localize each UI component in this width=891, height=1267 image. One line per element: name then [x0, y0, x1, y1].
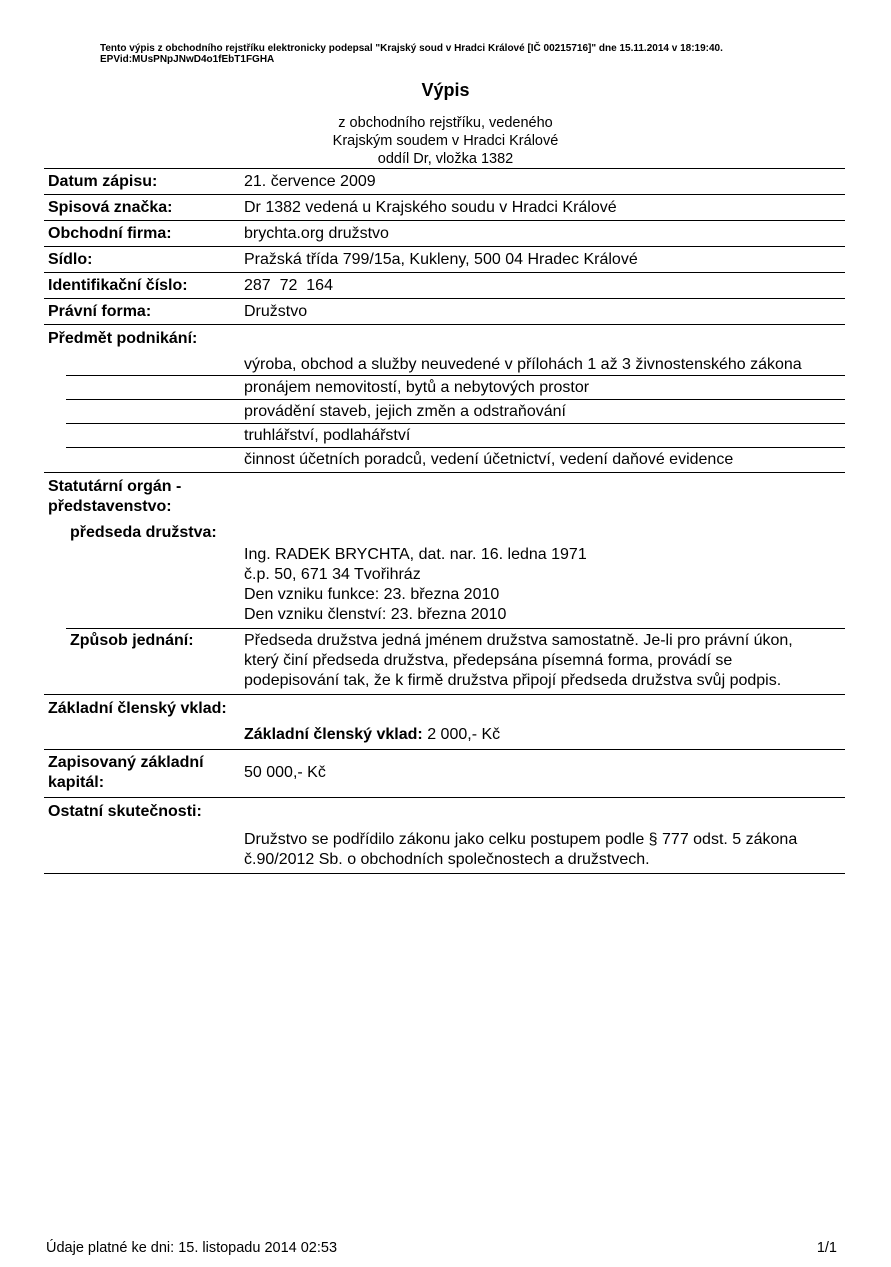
register-extract [44, 168, 845, 874]
epvid-line: EPVid:MUsPNpJNwD4o1fEbT1FGHA [100, 54, 275, 65]
list-item [66, 349, 845, 375]
field-value: Pražská třída 799/15a, Kukleny, 500 04 Hradec Králové [244, 251, 638, 268]
field-value: Družstvo [244, 303, 308, 320]
page-number: 1/1 [816, 1240, 837, 1256]
text-line: č.90/2012 Sb. o obchodních společnostech a družstvech. [244, 851, 650, 868]
text-line: podepisování tak, že k firmě družstva připojí předseda družstva svůj podpis. [244, 672, 782, 689]
section-label: Základní členský vklad: [48, 700, 227, 717]
business-activity: výroba, obchod a služby neuvedené v přílohách 1 až 3 živnostenského zákona [244, 356, 802, 373]
vklad-value: 2 000,- Kč [427, 726, 501, 743]
business-activity: pronájem nemovitostí, bytů a nebytových prostor [244, 379, 590, 396]
field-value: 50 000,- Kč [244, 764, 326, 781]
list-item [66, 375, 845, 399]
row-pravni-forma [44, 298, 845, 324]
text-line: Družstvo se podřídilo zákonu jako celku postupem podle § 777 odst. 5 zákona [244, 831, 798, 848]
section-label: Ostatní skutečnosti: [48, 803, 202, 820]
field-label: Spisová značka: [48, 199, 173, 216]
field-label: Datum zápisu: [48, 173, 158, 190]
predseda-membership-start: Den vzniku členství: 23. března 2010 [244, 606, 507, 623]
text-line: který činí předseda družstva, předepsána písemná forma, provádí se [244, 652, 733, 669]
row-zapisovany-kapital [44, 749, 845, 797]
section-statutarni-organ [44, 472, 845, 694]
predseda-function-start: Den vzniku funkce: 23. března 2010 [244, 586, 500, 603]
field-value: 21. července 2009 [244, 173, 376, 190]
section-predmet-podnikani [44, 324, 845, 472]
section-label [44, 473, 845, 517]
zpusob-jednani-text [244, 631, 793, 691]
zpusob-jednani-label: Způsob jednání: [70, 632, 194, 649]
ostatni-text-row [44, 822, 845, 873]
document-subtitle [0, 114, 891, 168]
vklad-value-row [44, 719, 845, 749]
vklad-inner-label: Základní členský vklad: [244, 726, 423, 743]
business-activity: činnost účetních poradců, vedení účetnictví, vedení daňové evidence [244, 451, 734, 468]
label-line: kapitál: [48, 774, 105, 791]
list-item [66, 399, 845, 423]
field-value: brychta.org družstvo [244, 225, 389, 242]
row-datum-zapisu [44, 168, 845, 194]
section-label: Předmět podnikání: [48, 330, 198, 347]
field-label: Identifikační číslo: [48, 277, 188, 294]
row-spisova-znacka [44, 194, 845, 220]
list-item [66, 447, 845, 472]
subtitle-line-3: oddíl Dr, vložka 1382 [377, 151, 514, 167]
row-obchodni-firma [44, 220, 845, 246]
subtitle-line-1: z obchodního rejstříku, vedeného [338, 115, 553, 131]
section-label-line-1: Statutární orgán - [48, 478, 182, 495]
business-activity: provádění staveb, jejich změn a odstraňování [244, 403, 566, 420]
predseda-block [44, 517, 845, 543]
field-label [44, 753, 240, 793]
field-value: Dr 1382 vedená u Krajského soudu v Hradci Králové [244, 199, 617, 216]
predseda-address: č.p. 50, 671 34 Tvořihráz [244, 566, 421, 583]
list-item [66, 423, 845, 447]
text-line: Předseda družstva jedná jménem družstva samostatně. Je-li pro právní úkon, [244, 632, 793, 649]
electronic-signature-note [100, 43, 860, 65]
predseda-details [44, 543, 845, 628]
section-ostatni-skutecnosti [44, 797, 845, 874]
signature-line: Tento výpis z obchodního rejstříku elektronicky podepsal "Krajský soud v Hradci Králové [IČ 00215716]" dne 15.11.2014 v 18:19:40. [100, 43, 723, 54]
row-sidlo [44, 246, 845, 272]
field-value: 287 72 164 [244, 277, 333, 294]
section-label-line-2: představenstvo: [48, 498, 172, 515]
validity-date: Údaje platné ke dni: 15. listopadu 2014 02:53 [46, 1240, 338, 1256]
field-label: Obchodní firma: [48, 225, 172, 242]
row-identifikacni-cislo [44, 272, 845, 298]
label-line: Zapisovaný základní [48, 754, 204, 771]
section-zakladni-clensky-vklad [44, 694, 845, 749]
business-activity: truhlářství, podlahářství [244, 427, 411, 444]
zpusob-jednani-block [66, 628, 845, 694]
field-label: Sídlo: [48, 251, 93, 268]
document-title: Výpis [421, 80, 470, 100]
field-label: Právní forma: [48, 303, 152, 320]
predseda-name: Ing. RADEK BRYCHTA, dat. nar. 16. ledna 1971 [244, 546, 587, 563]
predseda-label: předseda družstva: [70, 524, 217, 541]
subtitle-line-2: Krajským soudem v Hradci Králové [332, 133, 559, 149]
